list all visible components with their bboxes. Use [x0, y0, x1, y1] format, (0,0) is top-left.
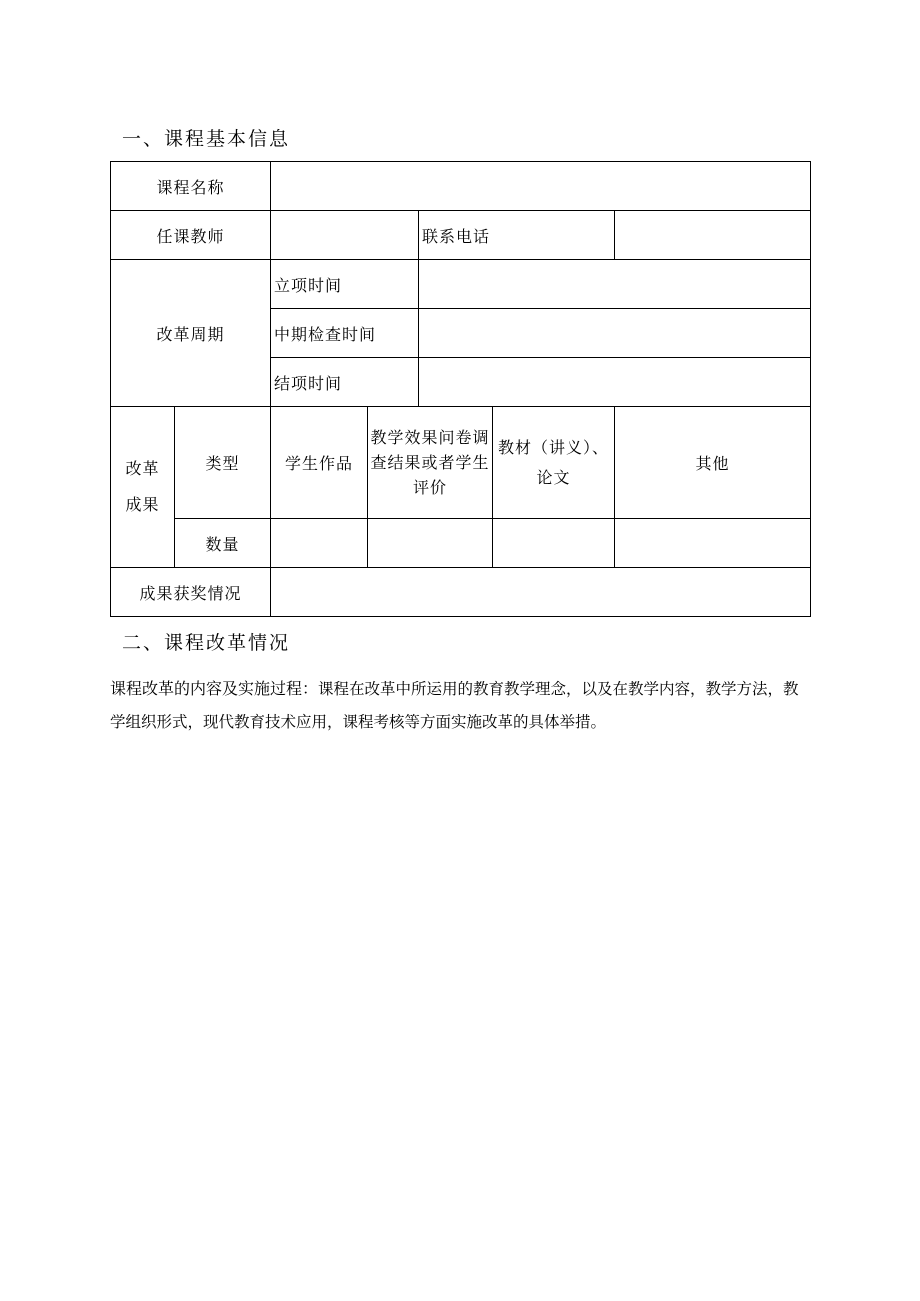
reform-description-body: 课程在改革中所运用的教育教学理念，以及在教学内容，教学方法，教学组织形式，现代教育技术应用，课程考核等方面实施改革的具体举措。 [110, 680, 799, 731]
award-label: 成果获奖情况 [111, 568, 271, 617]
teacher-label: 任课教师 [111, 211, 271, 260]
col-textbook: 教材（讲义）、论文 [493, 407, 615, 519]
phone-label: 联系电话 [419, 211, 615, 260]
reform-description-lead: 课程改革的内容及实施过程： [110, 679, 319, 698]
reform-description [110, 672, 814, 739]
quantity-textbook-field[interactable] [493, 519, 615, 568]
results-label-line1: 改革 [125, 459, 160, 478]
col-survey: 教学效果问卷调查结果或者学生评价 [368, 407, 493, 519]
row-start-time [111, 260, 811, 309]
quantity-student-work-field[interactable] [271, 519, 368, 568]
row-result-types [111, 407, 811, 519]
results-label-line2: 成果 [125, 495, 160, 514]
phone-field[interactable] [615, 211, 811, 260]
section-title-reform: 二、课程改革情况 [122, 632, 291, 654]
results-label [111, 407, 175, 568]
quantity-other-field[interactable] [615, 519, 811, 568]
teacher-field[interactable] [271, 211, 419, 260]
course-name-label: 课程名称 [111, 162, 271, 211]
section-title-basic-info: 一、课程基本信息 [122, 128, 291, 150]
quantity-survey-field[interactable] [368, 519, 493, 568]
end-time-field[interactable] [419, 358, 811, 407]
row-teacher [111, 211, 811, 260]
midterm-time-field[interactable] [419, 309, 811, 358]
cycle-label: 改革周期 [111, 260, 271, 407]
course-name-field[interactable] [271, 162, 811, 211]
row-quantity [111, 519, 811, 568]
course-info-table [110, 161, 811, 617]
col-other: 其他 [615, 407, 811, 519]
quantity-label: 数量 [175, 519, 271, 568]
award-field[interactable] [271, 568, 811, 617]
col-student-work: 学生作品 [271, 407, 368, 519]
type-label: 类型 [175, 407, 271, 519]
row-course-name [111, 162, 811, 211]
start-time-label: 立项时间 [271, 260, 419, 309]
end-time-label: 结项时间 [271, 358, 419, 407]
midterm-time-label: 中期检查时间 [271, 309, 419, 358]
start-time-field[interactable] [419, 260, 811, 309]
row-award [111, 568, 811, 617]
